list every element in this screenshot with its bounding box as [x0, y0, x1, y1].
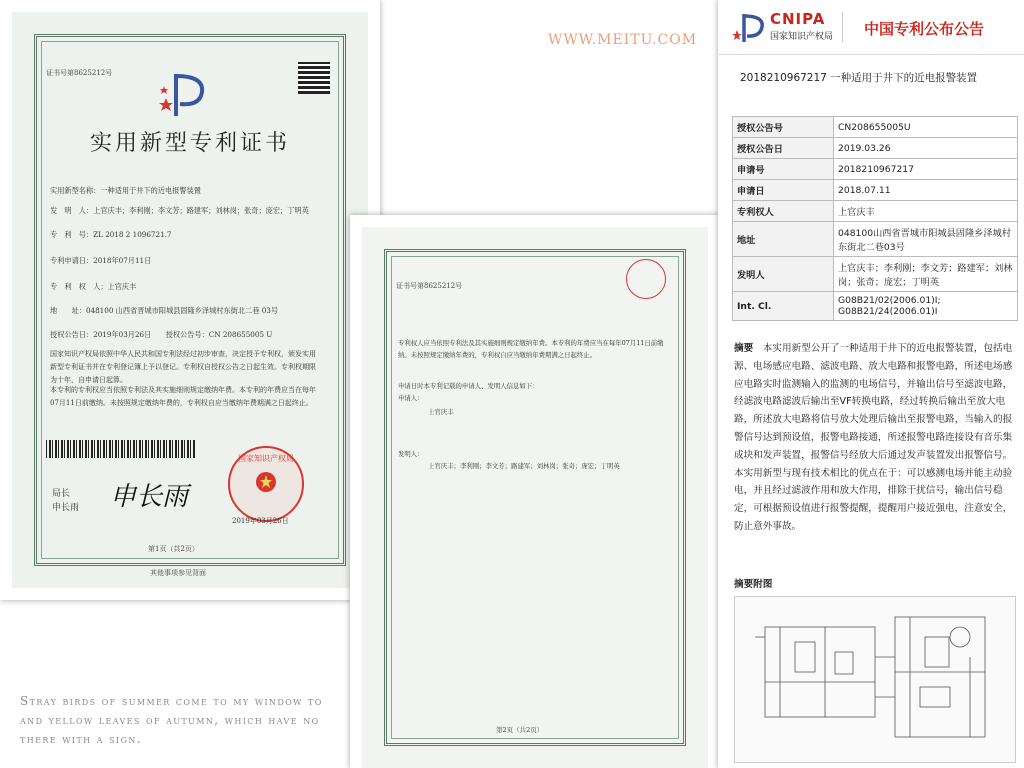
cnipa-logo-text: CNIPA: [770, 10, 826, 28]
applicant-label: 申请人：: [398, 394, 424, 402]
official-seal: 国家知识产权局: [228, 446, 304, 522]
certificate-page-1: [0, 0, 380, 600]
cnipa-emblem-icon: [732, 10, 768, 46]
qr-code-icon: [298, 62, 330, 94]
field-inventors: 发 明 人：上官庆丰；李利刚；李文芳；路建军；刘林岗；张奇；庞宏；丁明英: [50, 206, 309, 215]
certificate-border-2: [384, 249, 686, 746]
sipo-logo-icon: [158, 68, 214, 120]
cert-number-2: 证书号第8625212号: [396, 282, 463, 290]
barcode-icon: [46, 440, 196, 458]
figure-label: 摘要附图: [734, 579, 773, 590]
field-grant-date: 授权公告日：2019年03月26日 授权公告号：CN 208655005 U: [50, 330, 273, 339]
certificate-paragraph-2: 本专利的专利权应当依照专利法及其实施细则规定缴纳年费。本专利的年费应当在每年07月11日前缴纳。未按照规定缴纳年费的，专利权自应当缴纳年费期满之日起终止。: [50, 386, 316, 407]
certificate-paragraph-1: 国家知识产权局依照中华人民共和国专利法经过初步审查，决定授予专利权，颁发实用新型专利证书并在专利登记簿上予以登记。专利权自授权公告之日起生效。专利权期限为十年，自申请日起算。: [50, 350, 316, 384]
table-row: 申请号 2018210967217: [733, 159, 1018, 180]
table-row: 专利权人 上官庆丰: [733, 201, 1018, 222]
seal-date: 2019年03月26日: [232, 517, 289, 525]
director-name: 申长雨: [52, 503, 80, 513]
page2-paragraph-2: 申请日时本专利记载的申请人、发明人信息如下：: [398, 382, 539, 390]
certificate-page-2: [350, 215, 720, 768]
field-filing-date: 专利申请日：2018年07月11日: [50, 256, 152, 265]
inventor-names: 上官庆丰；李利刚；李文芳；路建军；刘林岗；张奇；庞宏；丁明英: [428, 462, 620, 470]
table-row: 发明人 上官庆丰；李利刚；李文芳；路建军；刘林岗；张奇；庞宏；丁明英: [733, 257, 1018, 292]
field-patentee: 专 利 权 人：上官庆丰: [50, 282, 137, 291]
cnipa-logo-sub: 国家知识产权局: [770, 32, 834, 42]
page-indicator-2: 第2页（共2页）: [496, 726, 544, 734]
table-row: 授权公告日 2019.03.26: [733, 138, 1018, 159]
field-utility-name: 实用新型名称：一种适用于井下的近电报警装置: [50, 186, 201, 195]
announcement-page: [718, 0, 1024, 768]
circuit-diagram-icon: [735, 597, 1015, 762]
field-patent-number: 专 利 号：ZL 2018 2 1096721.7: [50, 230, 172, 239]
publication-info-table: [732, 116, 1018, 321]
national-emblem-icon: [254, 470, 278, 494]
page-indicator-1: 第1页（共2页）: [148, 545, 199, 553]
signature: 申长雨: [110, 482, 189, 512]
table-row: 地址 048100山西省晋城市阳城县固隆乡泽城村东街北二巷03号: [733, 222, 1018, 257]
abstract-text: 摘要 本实用新型公开了一种适用于井下的近电报警装置，包括电源、电场感应电路、滤波电路、放大电路和报警电路，所述电场感应电路实时监测输入的监测的电场信号，并输出信号至滤波电路，经滤波电路滤波后输出至VF转换电路，经过转换后输出至放大电路，所述放大电路将信号放大处理后输出至报警电路，当输入的报警信号达到预设值，报警电路接通，所述报警电路连接设有音乐集成块和发声装置，报警信号经放大后通过发声装置发出报警信号。本实用新型与现有技术相比的优点在于：可以感测电场并能主动验电，并且经过滤波作用和放大作用，排除干扰信号，输出信号稳定，可根据预设值进行报警提醒，提醒用户接近强电，注意安全，防止意外事故。: [734, 343, 1013, 532]
certificate-paper-2: [362, 227, 708, 768]
publication-title: 2018210967217 一种适用于井下的近电报警装置: [740, 72, 978, 84]
abstract-label: 摘要: [734, 343, 754, 354]
caption-line-3: there with a sign.: [20, 732, 142, 746]
caption-line-2: and yellow leaves of autumn, which have no: [20, 713, 320, 727]
table-row: 授权公告号 CN208655005U: [733, 117, 1018, 138]
page2-paragraph-1: 专利权人应当依照专利法及其实施细则规定缴纳年费。本专利的年费应当在每年07月11日前缴纳。未按照规定缴纳年费的，专利权自应当缴纳年费期满之日起终止。: [398, 339, 664, 359]
inventor-label: 发明人：: [398, 450, 424, 458]
director-label: 局长: [52, 489, 71, 499]
caption-line-1: Stray birds of summer come to my window to: [20, 694, 323, 708]
field-address: 地 址：048100 山西省晋城市阳城县固隆乡泽城村东街北二巷 03号: [50, 306, 279, 315]
header-rule: [718, 54, 1024, 55]
header-divider: [842, 12, 843, 42]
seal-small: [626, 259, 666, 299]
applicant-name: 上官庆丰: [428, 408, 454, 416]
certificate-title: 实用新型专利证书: [89, 131, 290, 156]
announcement-header-title: 中国专利公布公告: [864, 20, 985, 38]
cert-number: 证书号第8625212号: [46, 69, 113, 77]
watermark-text: WWW.MEITU.COM: [548, 32, 698, 48]
footer-note: 其他事项参见背面: [150, 569, 206, 577]
abstract-figure: [734, 596, 1016, 763]
table-row: Int. Cl. G08B21/02(2006.01)I; G08B21/24(2006.01)I: [733, 292, 1018, 321]
table-row: 申请日 2018.07.11: [733, 180, 1018, 201]
